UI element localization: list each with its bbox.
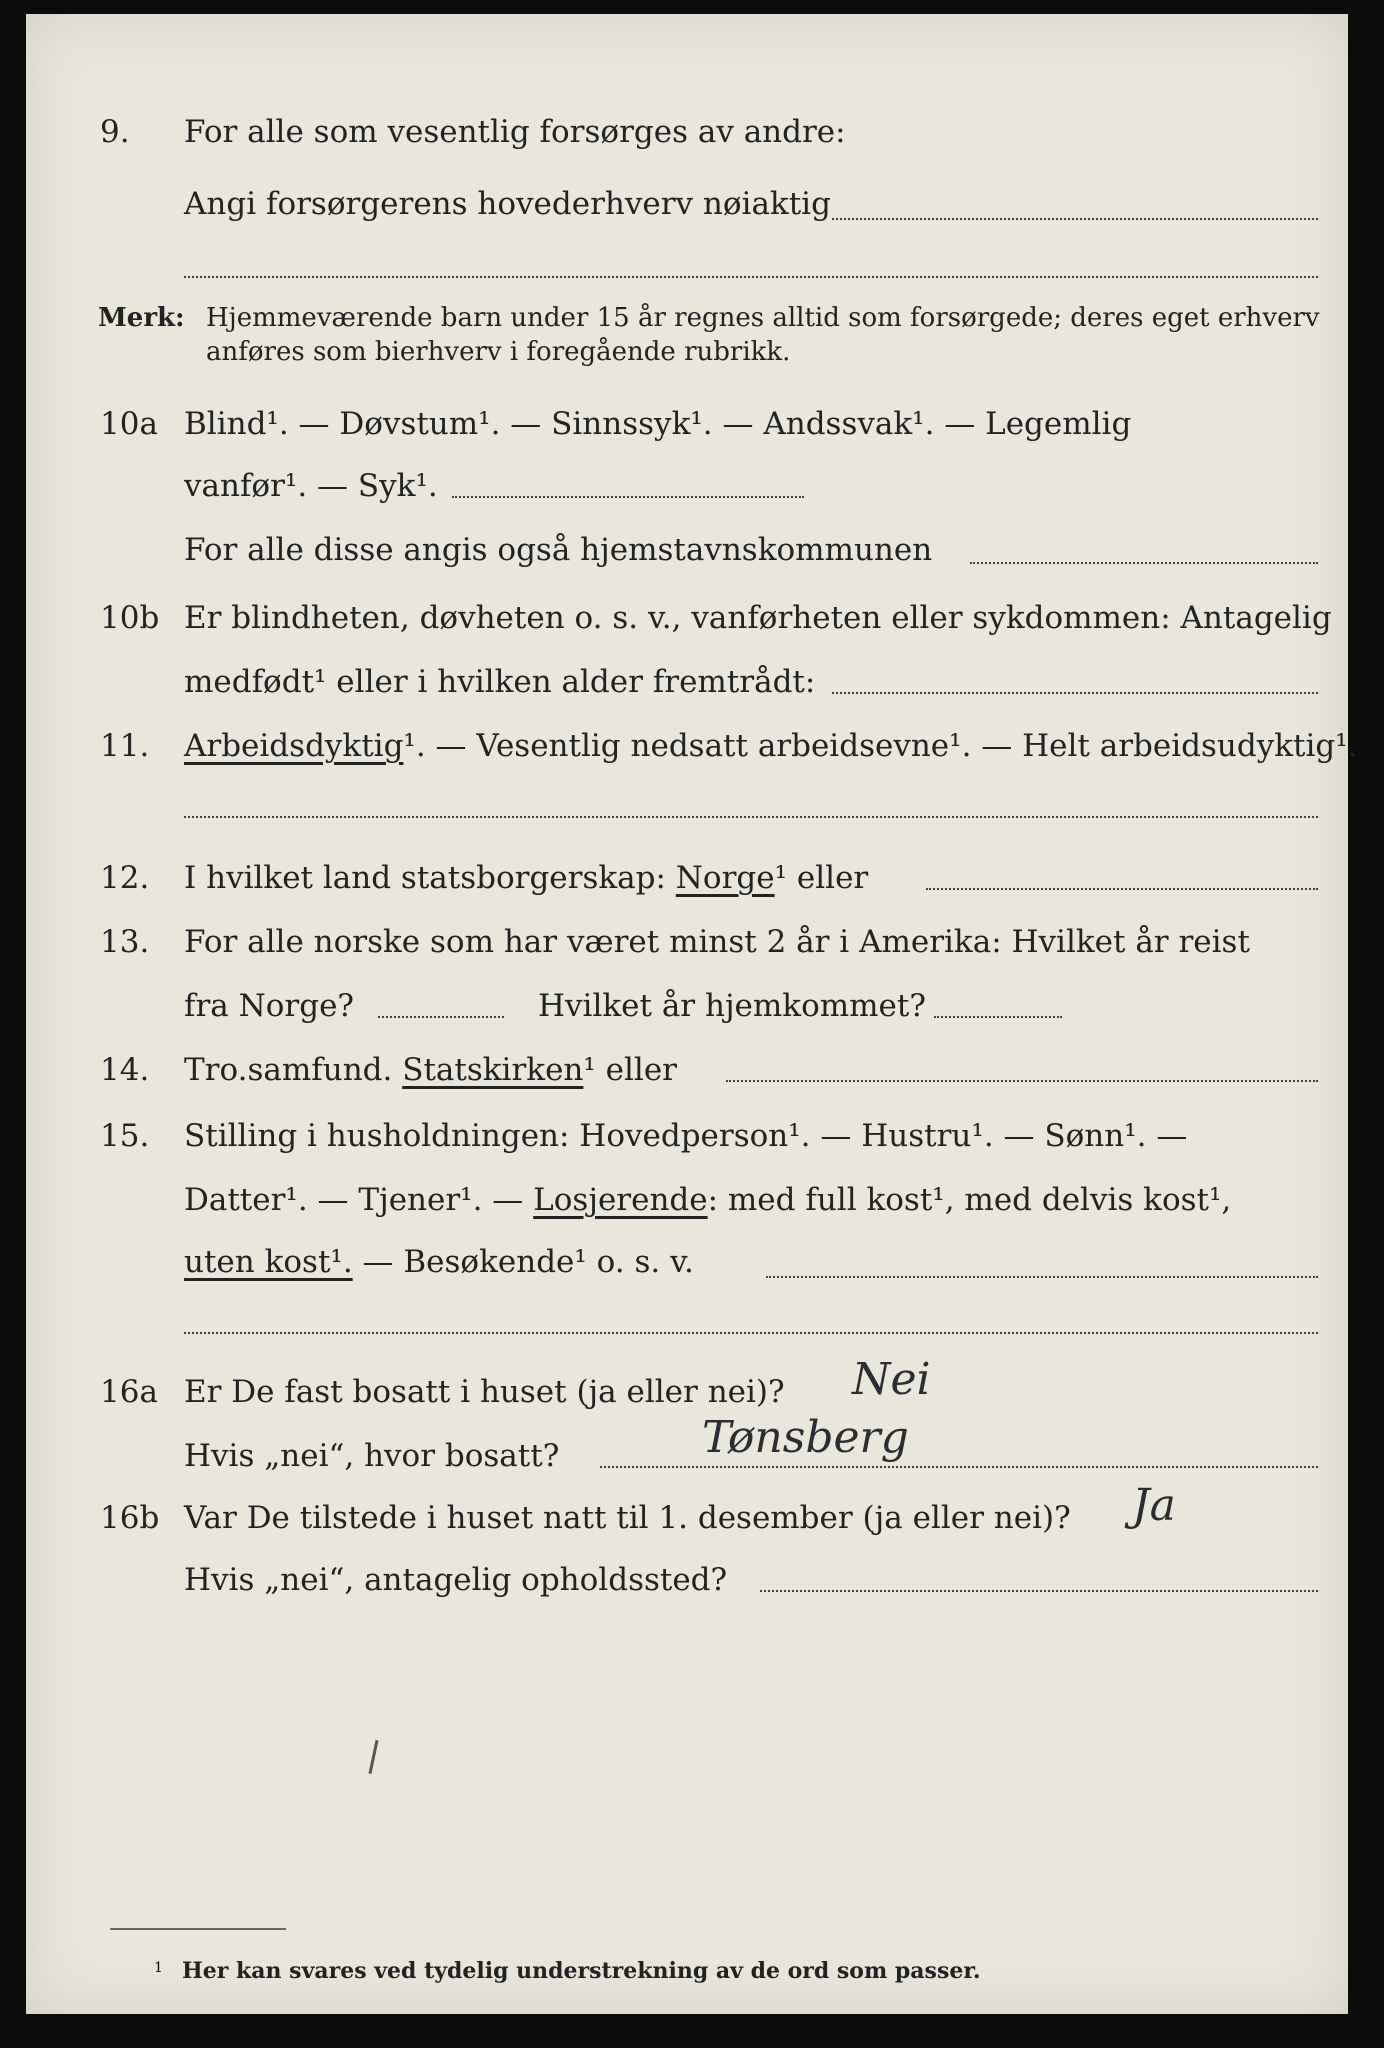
- q14-number: 14.: [100, 1052, 150, 1088]
- q10b-number: 10b: [100, 600, 160, 636]
- merk-text-1: Hjemmeværende barn under 15 år regnes alltid som forsørgede; deres eget erhverv: [206, 303, 1320, 333]
- q15-text-2: [184, 1180, 1231, 1220]
- q15-number: 15.: [100, 1118, 150, 1154]
- q14-text: [184, 1050, 677, 1090]
- q15-options-c: : med full kost¹, med delvis kost¹,: [707, 1182, 1232, 1218]
- q11-other-options: ¹. — Vesentlig nedsatt arbeidsevne¹. — Helt arbeidsudyktig¹.: [403, 728, 1358, 764]
- q13-right-label: Hvilket år hjemkommet?: [538, 988, 926, 1024]
- q15-text-1: Stilling i husholdningen: Hovedperson¹. — Hustru¹. — Sønn¹. —: [184, 1118, 1188, 1154]
- q16a-handwritten-answer[interactable]: Nei: [852, 1354, 931, 1405]
- q16a-handwritten-residence[interactable]: Tønsberg: [702, 1412, 909, 1463]
- q16b-question: Var De tilstede i huset natt til 1. desember (ja eller nei)?: [184, 1500, 1071, 1536]
- q11-selected-option[interactable]: Arbeidsdyktig: [184, 728, 404, 764]
- q9-number: 9.: [100, 114, 130, 150]
- footnote-text: Her kan svares ved tydelig understrekning av de ord som passer.: [182, 1958, 981, 1984]
- footnote-rule: [110, 1928, 286, 1930]
- q9-provider-field[interactable]: [832, 218, 1318, 220]
- q12-prefix: I hvilket land statsborgerskap:: [184, 860, 666, 896]
- q13-number: 13.: [100, 924, 150, 960]
- q10a-options-2: vanfør¹. — Syk¹.: [184, 468, 438, 504]
- q15-options-d: — Besøkende¹ o. s. v.: [362, 1244, 694, 1280]
- q16b-whereabouts-field[interactable]: [760, 1590, 1318, 1592]
- q16a-residence-label: Hvis „nei“, hvor bosatt?: [184, 1438, 560, 1474]
- merk-label: Merk:: [98, 303, 185, 333]
- form-page: [26, 14, 1358, 2014]
- stray-pen-mark: [368, 1740, 378, 1774]
- q16b-handwritten-answer[interactable]: Ja: [1132, 1480, 1176, 1531]
- q16b-whereabouts-label: Hvis „nei“, antagelig opholdssted?: [184, 1562, 728, 1598]
- q9-extra-field[interactable]: [184, 276, 1318, 278]
- q9-provider-label: Angi forsørgerens hovederhverv nøiaktig: [184, 186, 831, 222]
- q10a-municipality-field[interactable]: [970, 562, 1318, 564]
- q16a-number: 16a: [100, 1374, 158, 1410]
- q11-extra-field[interactable]: [184, 816, 1318, 818]
- q10b-text-2: medfødt¹ eller i hvilken alder fremtrådt:: [184, 664, 816, 700]
- q10a-options-1: Blind¹. — Døvstum¹. — Sinnssyk¹. — Andssvak¹. — Legemlig: [184, 406, 1132, 442]
- q15-selected-lodger[interactable]: Losjerende: [533, 1182, 708, 1218]
- q14-prefix: Tro.samfund.: [184, 1052, 393, 1088]
- q15-selected-nokost[interactable]: uten kost¹.: [184, 1244, 353, 1280]
- q10b-age-field[interactable]: [832, 692, 1318, 694]
- q13-left-label: fra Norge?: [184, 988, 355, 1024]
- q13-text: For alle norske som har været minst 2 år i Amerika: Hvilket år reist: [184, 924, 1250, 960]
- q10a-municipality-label: For alle disse angis også hjemstavnskommunen: [184, 532, 933, 568]
- q10a-sick-field[interactable]: [452, 496, 804, 498]
- q16a-residence-field[interactable]: [600, 1466, 1318, 1468]
- q12-suffix: ¹ eller: [774, 860, 869, 896]
- footnote-mark: 1: [154, 1960, 163, 1976]
- q14-other-field[interactable]: [726, 1080, 1318, 1082]
- q12-number: 12.: [100, 860, 150, 896]
- q11-number: 11.: [100, 728, 150, 764]
- q10b-text-1: Er blindheten, døvheten o. s. v., vanførheten eller sykdommen: Antagelig: [184, 600, 1332, 636]
- q14-selected-option[interactable]: Statskirken: [402, 1052, 584, 1088]
- q13-right-field[interactable]: [934, 1016, 1062, 1018]
- q9-text: For alle som vesentlig forsørges av andre:: [184, 114, 846, 150]
- q10a-number: 10a: [100, 406, 158, 442]
- q15-options-a: Datter¹. — Tjener¹. —: [184, 1182, 524, 1218]
- q15-other-field[interactable]: [766, 1276, 1318, 1278]
- q15-extra-field[interactable]: [184, 1332, 1318, 1334]
- q15-text-3: [184, 1242, 694, 1282]
- q12-text: [184, 858, 868, 898]
- q13-left-field[interactable]: [378, 1016, 504, 1018]
- q16a-question: Er De fast bosatt i huset (ja eller nei)?: [184, 1374, 785, 1410]
- merk-text-2: anføres som bierhverv i foregående rubrikk.: [206, 337, 791, 367]
- q14-suffix: ¹ eller: [583, 1052, 677, 1088]
- q12-selected-option[interactable]: Norge: [675, 860, 775, 896]
- q12-other-field[interactable]: [926, 888, 1318, 890]
- q11-options: [184, 726, 1358, 766]
- q16b-number: 16b: [100, 1500, 160, 1536]
